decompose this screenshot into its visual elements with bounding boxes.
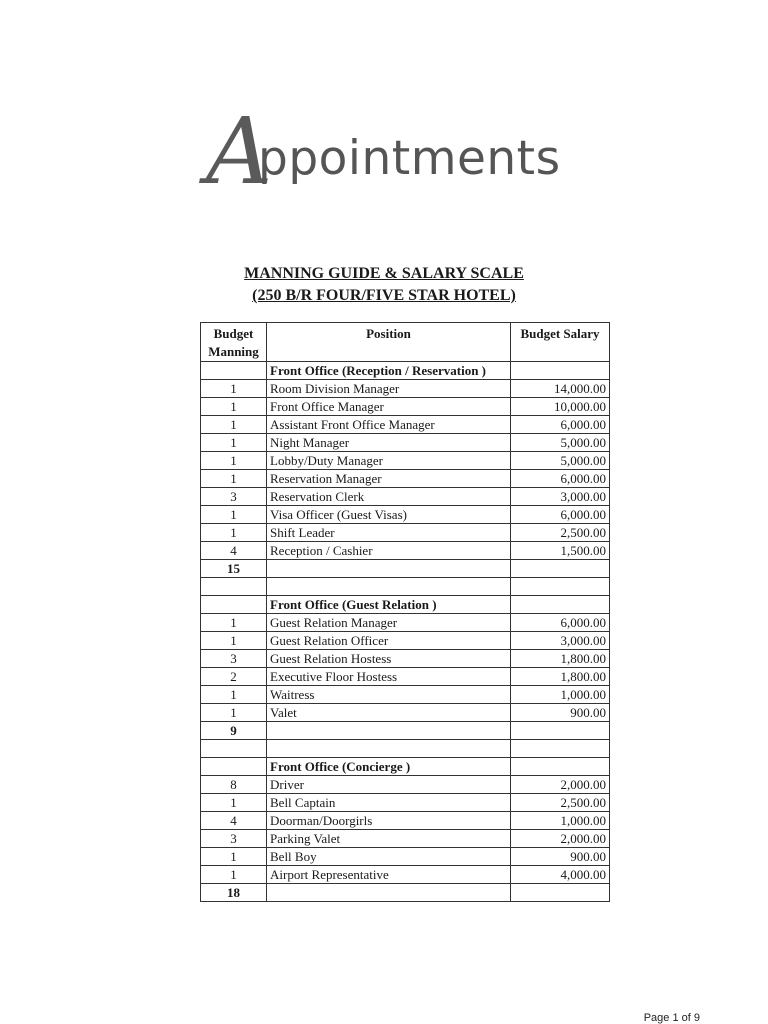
logo-text: ppointments <box>258 131 561 186</box>
manning-count: 1 <box>201 398 267 416</box>
position-name: Doorman/Doorgirls <box>267 812 511 830</box>
budget-salary: 6,000.00 <box>511 506 610 524</box>
table-row <box>201 830 610 848</box>
header-budget-salary: Budget Salary <box>511 323 610 362</box>
table-row <box>201 416 610 434</box>
budget-salary: 6,000.00 <box>511 470 610 488</box>
section-total: 18 <box>201 884 267 902</box>
position-name: Valet <box>267 704 511 722</box>
position-name: Night Manager <box>267 434 511 452</box>
table-body <box>201 362 610 902</box>
manning-count: 3 <box>201 650 267 668</box>
position-name: Driver <box>267 776 511 794</box>
budget-salary: 5,000.00 <box>511 452 610 470</box>
budget-salary: 10,000.00 <box>511 398 610 416</box>
position-name: Front Office Manager <box>267 398 511 416</box>
position-name: Airport Representative <box>267 866 511 884</box>
manning-count: 1 <box>201 506 267 524</box>
manning-count: 1 <box>201 524 267 542</box>
budget-salary: 1,800.00 <box>511 650 610 668</box>
budget-salary: 6,000.00 <box>511 614 610 632</box>
position-name: Assistant Front Office Manager <box>267 416 511 434</box>
budget-salary: 2,500.00 <box>511 794 610 812</box>
budget-salary: 900.00 <box>511 704 610 722</box>
table-row <box>201 542 610 560</box>
spacer-row <box>201 740 610 758</box>
table-row <box>201 524 610 542</box>
manning-count: 1 <box>201 848 267 866</box>
empty-cell <box>511 884 610 902</box>
budget-salary: 3,000.00 <box>511 488 610 506</box>
empty-cell <box>267 740 511 758</box>
section-header-row <box>201 596 610 614</box>
budget-salary: 3,000.00 <box>511 632 610 650</box>
manning-count: 1 <box>201 704 267 722</box>
section-title: Front Office (Reception / Reservation ) <box>267 362 511 380</box>
empty-cell <box>511 722 610 740</box>
position-name: Guest Relation Manager <box>267 614 511 632</box>
budget-salary: 1,000.00 <box>511 812 610 830</box>
position-name: Reservation Manager <box>267 470 511 488</box>
manning-count: 1 <box>201 614 267 632</box>
empty-cell <box>511 758 610 776</box>
section-title: Front Office (Concierge ) <box>267 758 511 776</box>
empty-cell <box>267 578 511 596</box>
table-row <box>201 488 610 506</box>
table-row <box>201 812 610 830</box>
company-logo <box>206 98 566 205</box>
table-row <box>201 776 610 794</box>
manning-count: 1 <box>201 416 267 434</box>
section-header-row <box>201 758 610 776</box>
empty-cell <box>267 560 511 578</box>
manning-count: 2 <box>201 668 267 686</box>
budget-salary: 2,000.00 <box>511 776 610 794</box>
section-total: 15 <box>201 560 267 578</box>
section-title: Front Office (Guest Relation ) <box>267 596 511 614</box>
table-row <box>201 398 610 416</box>
section-header-row <box>201 362 610 380</box>
manning-count: 1 <box>201 686 267 704</box>
table-row <box>201 668 610 686</box>
table-row <box>201 794 610 812</box>
logo-initial: A <box>206 98 273 205</box>
table-row <box>201 614 610 632</box>
empty-cell <box>201 758 267 776</box>
header-budget-manning: Budget Manning <box>201 323 267 362</box>
manning-count: 8 <box>201 776 267 794</box>
manning-count: 1 <box>201 434 267 452</box>
table-row <box>201 686 610 704</box>
empty-cell <box>511 578 610 596</box>
table-row <box>201 848 610 866</box>
position-name: Visa Officer (Guest Visas) <box>267 506 511 524</box>
empty-cell <box>201 740 267 758</box>
budget-salary: 4,000.00 <box>511 866 610 884</box>
budget-salary: 1,800.00 <box>511 668 610 686</box>
position-name: Guest Relation Hostess <box>267 650 511 668</box>
manning-count: 3 <box>201 488 267 506</box>
budget-salary: 14,000.00 <box>511 380 610 398</box>
position-name: Bell Captain <box>267 794 511 812</box>
budget-salary: 900.00 <box>511 848 610 866</box>
table-row <box>201 650 610 668</box>
manning-count: 4 <box>201 812 267 830</box>
table-row <box>201 506 610 524</box>
table-row <box>201 380 610 398</box>
document-subtitle: (250 B/R FOUR/FIVE STAR HOTEL) <box>252 287 516 304</box>
budget-salary: 5,000.00 <box>511 434 610 452</box>
manning-count: 1 <box>201 866 267 884</box>
section-total-row <box>201 884 610 902</box>
table-row <box>201 434 610 452</box>
header-position: Position <box>267 323 511 362</box>
manning-table <box>200 322 610 902</box>
spacer-row <box>201 578 610 596</box>
budget-salary: 6,000.00 <box>511 416 610 434</box>
empty-cell <box>511 596 610 614</box>
manning-count: 1 <box>201 794 267 812</box>
position-name: Executive Floor Hostess <box>267 668 511 686</box>
manning-count: 1 <box>201 380 267 398</box>
position-name: Reservation Clerk <box>267 488 511 506</box>
budget-salary: 1,500.00 <box>511 542 610 560</box>
table-row <box>201 632 610 650</box>
empty-cell <box>201 596 267 614</box>
position-name: Bell Boy <box>267 848 511 866</box>
page-number: Page 1 of 9 <box>643 1012 700 1024</box>
position-name: Room Division Manager <box>267 380 511 398</box>
position-name: Guest Relation Officer <box>267 632 511 650</box>
manning-count: 3 <box>201 830 267 848</box>
document-title: MANNING GUIDE & SALARY SCALE <box>244 265 524 282</box>
table-row <box>201 452 610 470</box>
position-name: Lobby/Duty Manager <box>267 452 511 470</box>
section-total-row <box>201 722 610 740</box>
empty-cell <box>267 722 511 740</box>
manning-count: 1 <box>201 470 267 488</box>
budget-salary: 1,000.00 <box>511 686 610 704</box>
manning-count: 4 <box>201 542 267 560</box>
empty-cell <box>267 884 511 902</box>
table-row <box>201 866 610 884</box>
budget-salary: 2,500.00 <box>511 524 610 542</box>
table-header-row <box>201 323 610 362</box>
section-total-row <box>201 560 610 578</box>
position-name: Reception / Cashier <box>267 542 511 560</box>
section-total: 9 <box>201 722 267 740</box>
budget-salary: 2,000.00 <box>511 830 610 848</box>
manning-count: 1 <box>201 452 267 470</box>
table-row <box>201 704 610 722</box>
manning-count: 1 <box>201 632 267 650</box>
position-name: Parking Valet <box>267 830 511 848</box>
empty-cell <box>511 362 610 380</box>
empty-cell <box>201 362 267 380</box>
position-name: Waitress <box>267 686 511 704</box>
position-name: Shift Leader <box>267 524 511 542</box>
empty-cell <box>201 578 267 596</box>
empty-cell <box>511 740 610 758</box>
empty-cell <box>511 560 610 578</box>
table-row <box>201 470 610 488</box>
